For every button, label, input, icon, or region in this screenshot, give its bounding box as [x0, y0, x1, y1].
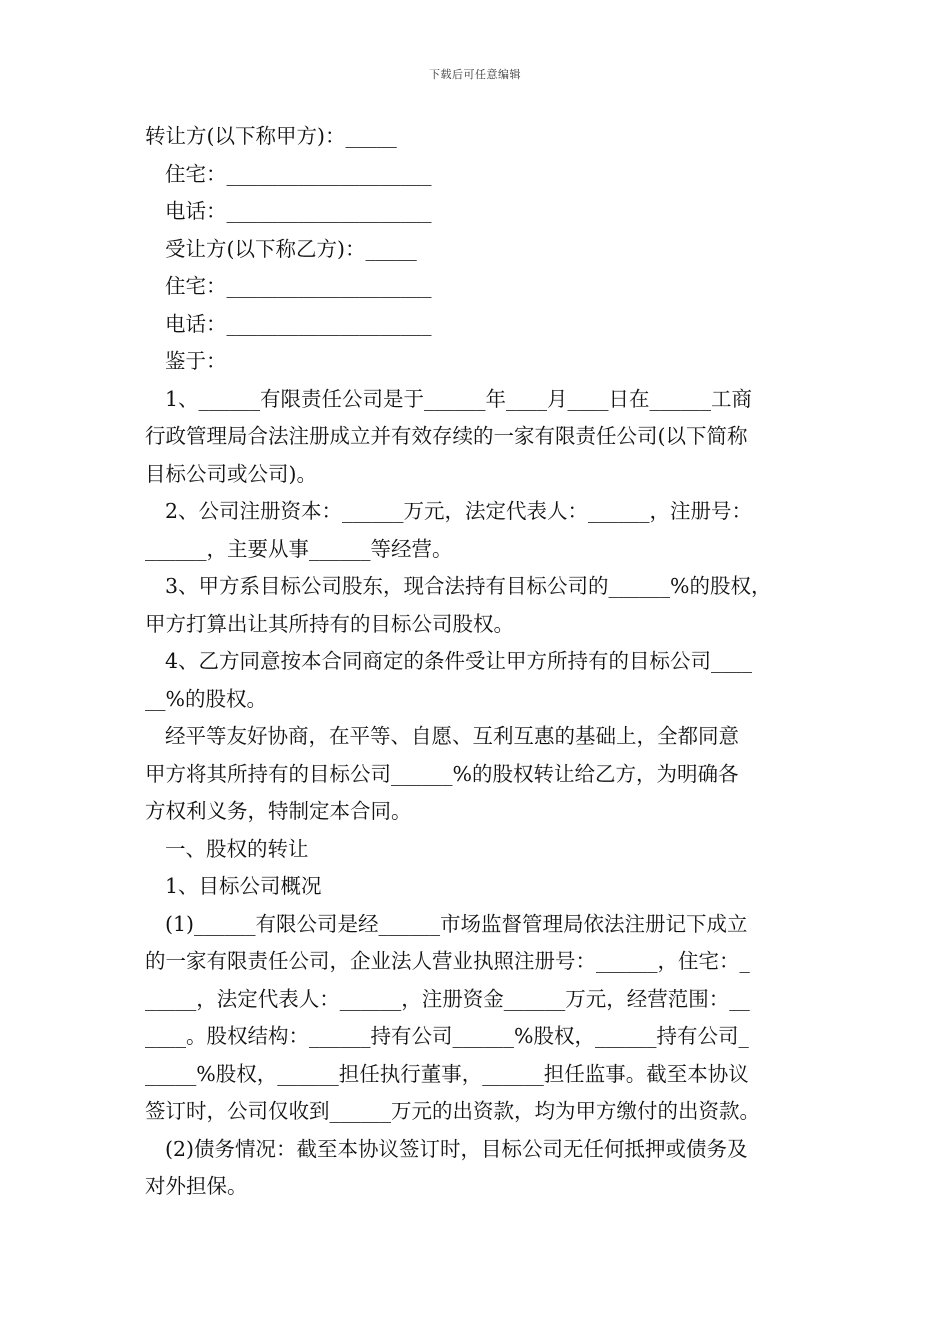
text-line: 3、甲方系目标公司股东，现合法持有目标公司的______%的股权，	[165, 574, 772, 598]
text-line: 对外担保。	[145, 1174, 248, 1198]
text-line: 经平等友好协商，在平等、自愿、互利互惠的基础上，全都同意	[165, 724, 739, 748]
text-line: 4、乙方同意按本合同商定的条件受让甲方所持有的目标公司____	[165, 649, 753, 673]
text-line: 目标公司或公司)。	[145, 461, 317, 486]
text-line: 住宅：____________________	[165, 274, 432, 298]
text-line: 方权利义务，特制定本合同。	[145, 799, 412, 823]
text-line: (2)债务情况：截至本协议签订时，目标公司无任何抵押或债务及	[165, 1136, 748, 1161]
text-line: ____。股权结构：______持有公司______%股权，______持有公司_	[145, 1024, 749, 1048]
text-line: 的一家有限责任公司，企业法人营业执照注册号：______，住宅：_	[145, 949, 750, 973]
text-line: 甲方将其所持有的目标公司______%的股权转让给乙方，为明确各	[145, 761, 739, 786]
text-line: ______，主要从事______等经营。	[145, 536, 453, 561]
text-line: _____%股权，______担任执行董事，______担任监事。截至本协议	[145, 1061, 749, 1086]
text-line: (1)______有限公司是经______市场监督管理局依法注册记下成立	[165, 911, 748, 936]
text-line: 鉴于：	[165, 349, 227, 373]
text-line: 一、股权的转让	[165, 836, 309, 861]
header-note: 下载后可任意编辑	[429, 68, 521, 81]
text-line: __%的股权。	[145, 686, 267, 711]
text-line: 甲方打算出让其所持有的目标公司股权。	[145, 611, 514, 636]
text-line: 转让方(以下称甲方)：_____	[145, 124, 397, 148]
text-line: 受让方(以下称乙方)：_____	[165, 236, 417, 261]
contract-body	[145, 118, 825, 1206]
text-line: 电话：____________________	[165, 199, 432, 223]
text-line: _____，法定代表人：______，注册资金______万元，经营范围：__	[145, 986, 750, 1011]
text-line: 签订时，公司仅收到______万元的出资款，均为甲方缴付的出资款。	[145, 1099, 760, 1123]
text-line: 住宅：____________________	[165, 161, 432, 186]
text-line: 1、目标公司概况	[165, 874, 322, 898]
text-line: 电话：____________________	[165, 311, 432, 336]
text-line: 2、公司注册资本：______万元，法定代表人：______，注册号：	[165, 499, 753, 523]
text-line: 行政管理局合法注册成立并有效存续的一家有限责任公司(以下简称	[145, 424, 748, 448]
text-line: 1、______有限责任公司是于______年____月____日在______工商	[165, 386, 753, 411]
